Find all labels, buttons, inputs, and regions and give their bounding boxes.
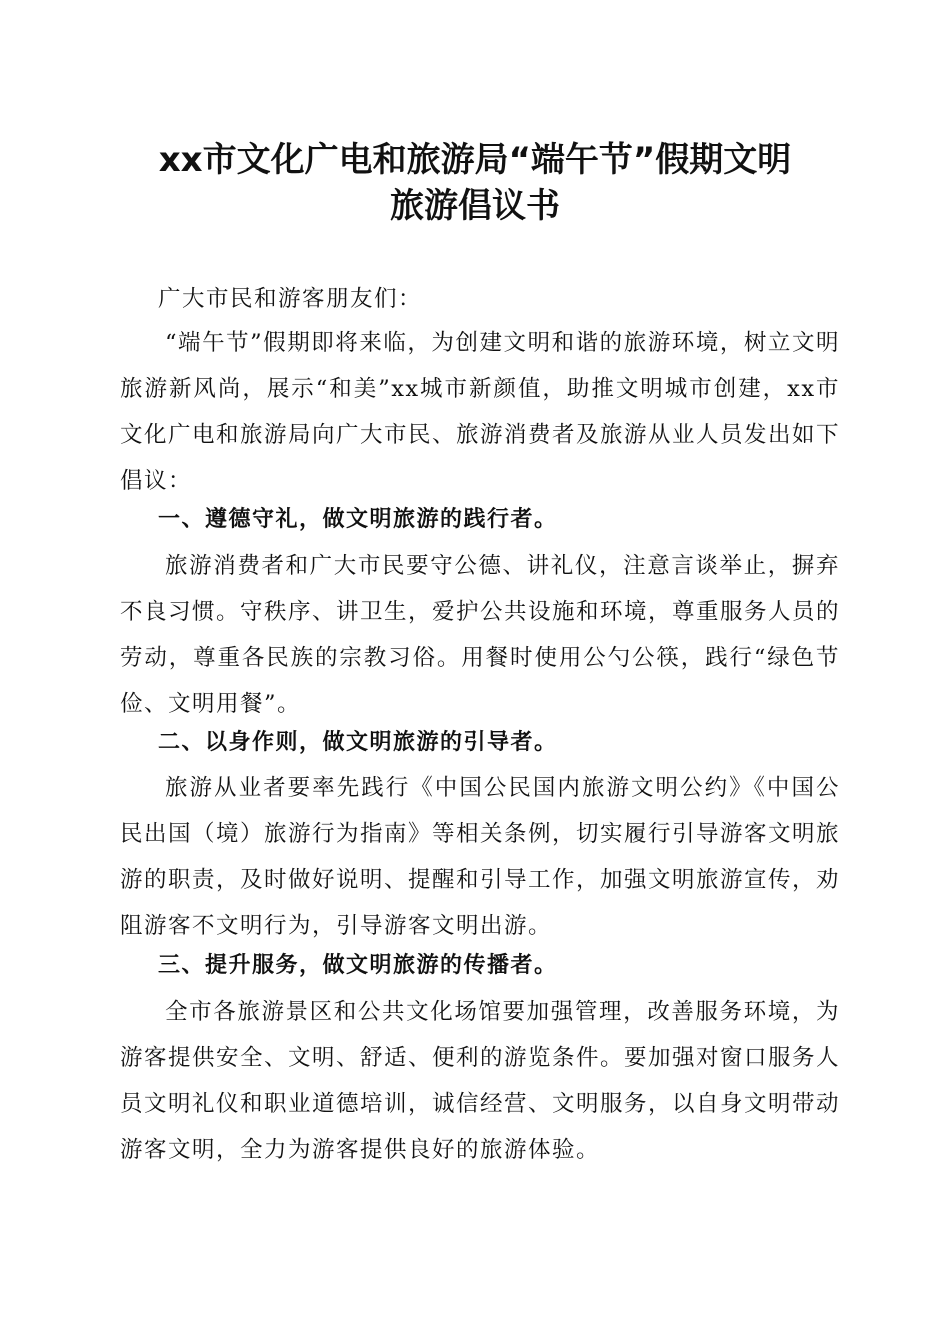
- intro-paragraph: “端午节”假期即将来临，为创建文明和谐的旅游环境，树立文明旅游新风尚，展示“和美”xx城市新颜值，助推文明城市创建，xx市文化广电和旅游局向广大市民、旅游消费者及旅游从业人员发出如下倡议：: [120, 330, 841, 494]
- section-paragraph-1: 旅游消费者和广大市民要守公德、讲礼仪，注意言谈举止，摒弃不良习惯。守秩序、讲卫生，爱护公共设施和环境，尊重服务人员的劳动，尊重各民族的宗教习俗。用餐时使用公勺公筷，践行“绿色节俭、文明用餐”。: [120, 553, 841, 717]
- salutation: 广大市民和游客朋友们：: [158, 286, 423, 312]
- document-title-line-1: xx市文化广电和旅游局“端午节”假期文明: [158, 140, 792, 180]
- section-paragraph-3: 全市各旅游景区和公共文化场馆要加强管理，改善服务环境，为游客提供安全、文明、舒适、便利的游览条件。要加强对窗口服务人员文明礼仪和职业道德培训，诚信经营、文明服务，以自身文明带动游客文明，全力为游客提供良好的旅游体验。: [120, 999, 841, 1163]
- document-title-line-2: 旅游倡议书: [390, 186, 560, 226]
- section-heading-3: 三、提升服务，做文明旅游的传播者。: [158, 953, 558, 978]
- section-paragraph-2: 旅游从业者要率先践行《中国公民国内旅游文明公约》《中国公民出国（境）旅游行为指南》等相关条例，切实履行引导游客文明旅游的职责，及时做好说明、提醒和引导工作，加强文明旅游宣传，劝阻游客不文明行为，引导游客文明出游。: [120, 775, 841, 939]
- section-heading-1: 一、遵德守礼，做文明旅游的践行者。: [158, 507, 558, 532]
- section-heading-2: 二、以身作则，做文明旅游的引导者。: [158, 730, 558, 755]
